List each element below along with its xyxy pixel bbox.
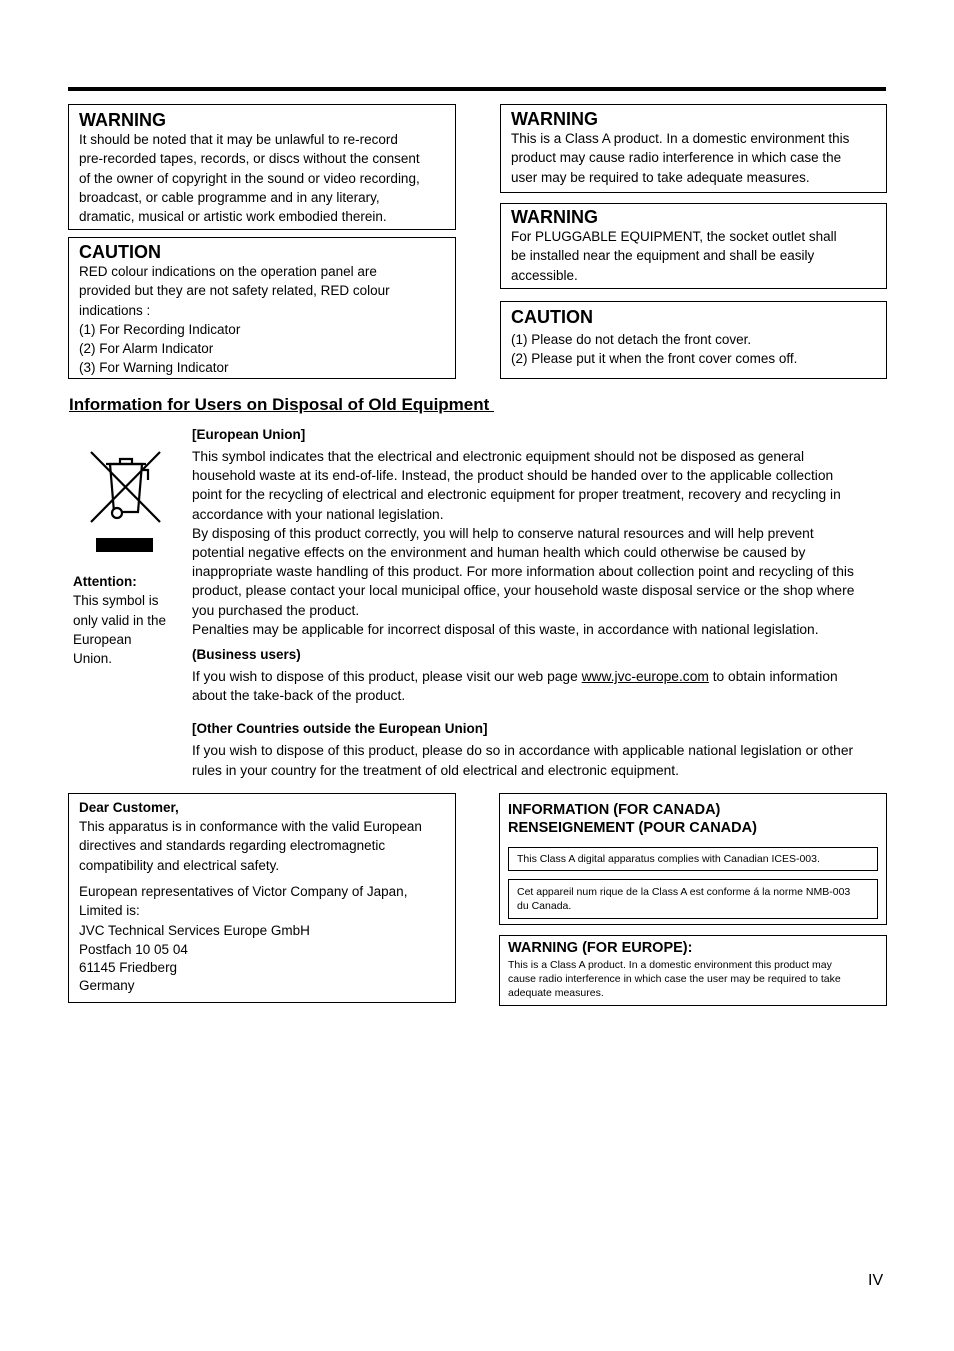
attention-note: [73, 572, 183, 668]
warning-recording-box: [68, 104, 456, 230]
top-rule: [68, 87, 886, 91]
attention-line: European: [73, 631, 132, 647]
dear-line: European representatives of Victor Company of Japan,: [79, 883, 408, 899]
eu-line: Penalties may be applicable for incorrect disposal of this waste, in accordance with national legislation.: [192, 621, 819, 637]
jvc-europe-link[interactable]: www.jvc-europe.com: [581, 669, 709, 685]
canada-notice-en: This Class A digital apparatus complies with Canadian ICES-003.: [508, 847, 878, 871]
dear-customer-box: [68, 793, 456, 1003]
eu-line: inappropriate waste handling of this product. For more information about collection point and recycling of this: [192, 564, 854, 580]
address-line: Postfach 10 05 04: [79, 941, 188, 957]
business-line: [192, 667, 892, 686]
caution-line: RED colour indications on the operation panel are: [79, 264, 377, 279]
warning-class-a-box: [500, 104, 887, 193]
other-line: If you wish to dispose of this product, please do so in accordance with applicable national legislation or other: [192, 743, 854, 759]
caution-title: CAUTION: [79, 242, 161, 262]
warning-line: of the owner of copyright in the sound or video recording,: [79, 170, 420, 186]
warning-line: dramatic, musical or artistic work embodied therein.: [79, 209, 387, 225]
eu-heading: [European Union]: [192, 427, 306, 442]
warning-line: For PLUGGABLE EQUIPMENT, the socket outlet shall: [511, 229, 837, 244]
eu-line: By disposing of this product correctly, you will help to conserve natural resources and will help prevent: [192, 525, 814, 541]
warning-title: WARNING: [79, 110, 166, 130]
dear-line: This apparatus is in conformance with the valid European: [79, 819, 422, 834]
caution-red-box: [68, 237, 456, 379]
business-text: If you wish to dispose of this product, please visit our web page: [192, 669, 582, 685]
warning-line: user may be required to take adequate measures.: [511, 169, 810, 185]
other-line: rules in your country for the treatment of old electrical and electronic equipment.: [192, 762, 679, 778]
address-line: Germany: [79, 977, 135, 993]
page-number: IV: [868, 1272, 884, 1289]
warning-title: WARNING: [511, 109, 598, 129]
eu-line: household waste at its end-of-life. Instead, the product should be handed over to the applicable collection: [192, 468, 834, 484]
disposal-info: [192, 425, 892, 780]
caution-line: (2) Please put it when the front cover comes off.: [511, 351, 798, 367]
caution-title: CAUTION: [511, 307, 593, 327]
canada-info-box: [499, 793, 887, 925]
caution-line: indications :: [79, 302, 151, 318]
address-line: JVC Technical Services Europe GmbH: [79, 923, 310, 939]
warning-europe-line: This is a Class A product. In a domestic environment this product may: [508, 959, 832, 971]
address-line: 61145 Friedberg: [79, 959, 178, 975]
dear-line: directives and standards regarding electromagnetic: [79, 838, 386, 854]
attention-title: Attention:: [73, 574, 137, 589]
canada-notice-fr: [508, 879, 878, 919]
eu-line: product, please contact your local municipal office, your household waste disposal service or the shop where: [192, 583, 855, 599]
crossed-out-wheelie-bin-icon: [90, 450, 162, 552]
canada-title-fr: RENSEIGNEMENT (POUR CANADA): [508, 820, 757, 836]
business-text: to obtain information: [708, 669, 838, 685]
business-heading: (Business users): [192, 647, 301, 663]
caution-line: (3) For Warning Indicator: [79, 360, 229, 376]
attention-line: Union.: [73, 651, 113, 667]
other-countries-heading: [Other Countries outside the European Union]: [192, 721, 488, 737]
caution-line: provided but they are not safety related, RED colour: [79, 283, 390, 299]
warning-europe-title: WARNING (FOR EUROPE):: [508, 940, 693, 956]
dear-customer-title: Dear Customer,: [79, 800, 179, 815]
eu-line: accordance with your national legislation.: [192, 506, 444, 522]
caution-cover-box: [500, 301, 887, 379]
warning-europe-line: adequate measures.: [508, 987, 604, 999]
eu-line: This symbol indicates that the electrical and electronic equipment should not be disposed as general: [192, 449, 805, 464]
warning-europe-line: cause radio interference in which case the user may be required to take: [508, 973, 841, 985]
warning-pluggable-box: [500, 203, 887, 289]
disposal-section-title: Information for Users on Disposal of Old Equipment: [69, 395, 495, 414]
dear-line: compatibility and electrical safety.: [79, 857, 280, 873]
canada-notice-fr-line: du Canada.: [517, 900, 572, 912]
canada-title-en: INFORMATION (FOR CANADA): [508, 802, 721, 818]
warning-line: This is a Class A product. In a domestic environment this: [511, 131, 850, 146]
business-line: about the take-back of the product.: [192, 688, 406, 704]
attention-line: This symbol is: [73, 593, 159, 609]
warning-line: It should be noted that it may be unlawful to re-record: [79, 132, 398, 147]
warning-line: product may cause radio interference in which case the: [511, 150, 842, 166]
warning-europe-box: [499, 935, 887, 1006]
eu-line: point for the recycling of electrical and electronic equipment for proper treatment, recovery and recycling in: [192, 487, 841, 503]
warning-line: broadcast, or cable programme and in any literary,: [79, 189, 380, 205]
warning-line: be installed near the equipment and shall be easily: [511, 248, 815, 264]
eu-line: you purchased the product.: [192, 602, 360, 618]
caution-line: (1) For Recording Indicator: [79, 321, 241, 337]
eu-line: potential negative effects on the environment and human health which could otherwise be caused by: [192, 545, 806, 561]
caution-line: (1) Please do not detach the front cover.: [511, 332, 752, 347]
warning-title: WARNING: [511, 207, 598, 227]
caution-line: (2) For Alarm Indicator: [79, 341, 214, 357]
warning-line: accessible.: [511, 267, 578, 283]
dear-line: Limited is:: [79, 903, 140, 919]
warning-line: pre-recorded tapes, records, or discs without the consent: [79, 151, 420, 167]
attention-line: only valid in the: [73, 612, 167, 628]
canada-notice-fr-line: Cet appareil num rique de la Class A est conforme á la norme NMB-003: [517, 886, 851, 898]
